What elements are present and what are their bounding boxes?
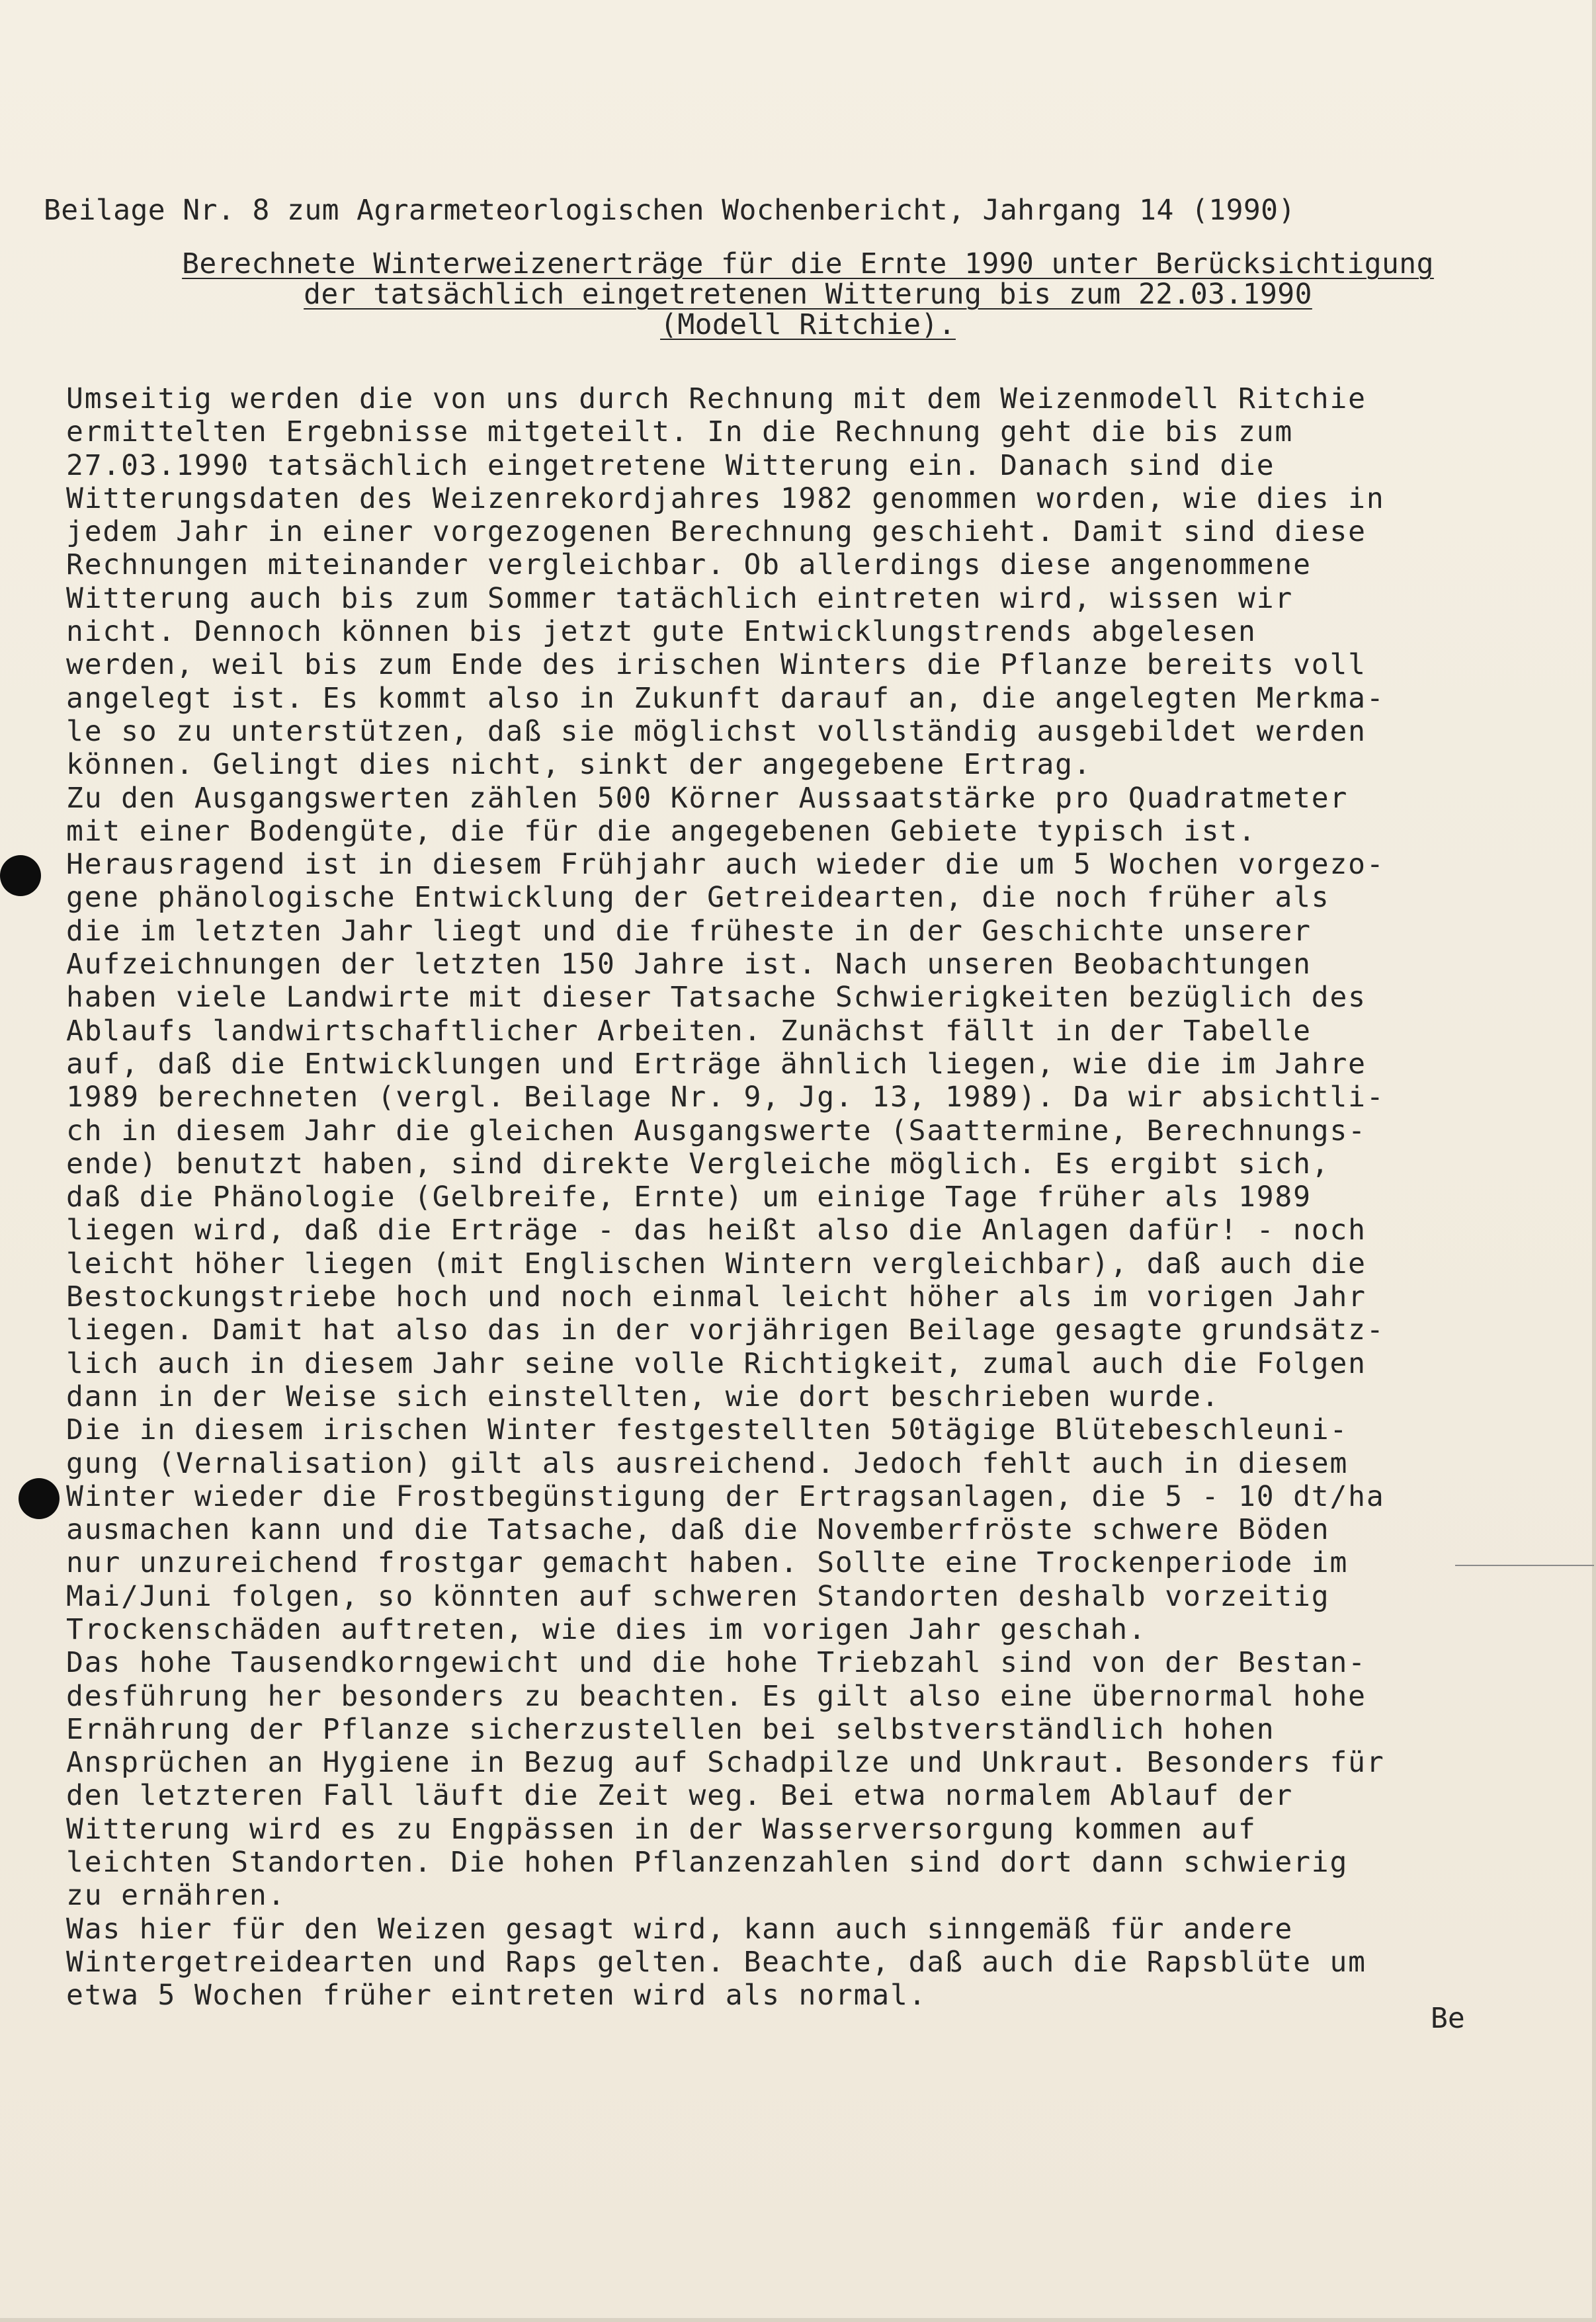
body-line: angelegt ist. Es kommt also in Zukunft darauf an, die angelegten Merkma- [66,681,1385,715]
body-line: 1989 berechneten (vergl. Beilage Nr. 9, Jg. 13, 1989). Da wir absichtli- [66,1081,1385,1114]
body-line: nicht. Dennoch können bis jetzt gute Entwicklungstrends abgelesen [66,615,1257,649]
document-title [0,249,1596,340]
body-line: zu ernähren. [66,1879,286,1913]
body-line: liegen. Damit hat also das in der vorjährigen Beilage gesagte grundsätz- [66,1313,1385,1347]
body-line: Das hohe Tausendkorngewicht und die hohe Triebzahl sind von der Bestan- [66,1646,1366,1680]
body-line: gene phänologische Entwicklung der Getreidearten, die noch früher als [66,881,1330,915]
body-line: Umseitig werden die von uns durch Rechnung mit dem Weizenmodell Ritchie [66,382,1366,415]
body-line: gung (Vernalisation) gilt als ausreichend. Jedoch fehlt auch in diesem [66,1446,1349,1480]
body-line: Ansprüchen an Hygiene in Bezug auf Schadpilze und Unkraut. Besonders für [66,1746,1385,1780]
title-line: der tatsächlich eingetretenen Witterung bis zum 22.03.1990 [304,278,1312,311]
body-line: le so zu unterstützen, daß sie möglichst vollständig ausgebildet werden [66,714,1366,748]
body-line: Winter wieder die Frostbegünstigung der Ertragsanlagen, die 5 - 10 dt/ha [66,1479,1385,1513]
body-line: ch in diesem Jahr die gleichen Ausgangswerte (Saattermine, Berechnungs- [66,1114,1366,1147]
body-line: können. Gelingt dies nicht, sinkt der angegebene Ertrag. [66,748,1092,782]
body-line: dann in der Weise sich einstellten, wie dort beschrieben wurde. [66,1380,1220,1413]
punch-hole-upper [0,855,41,896]
body-line: Zu den Ausgangswerten zählen 500 Körner Aussaatstärke pro Quadratmeter [66,781,1349,815]
body-line: Was hier für den Weizen gesagt wird, kann auch sinngemäß für andere [66,1912,1294,1946]
body-line: Aufzeichnungen der letzten 150 Jahre ist. Nach unseren Beobachtungen [66,948,1312,981]
body-line: Die in diesem irischen Winter festgestellten 50tägige Blütebeschleuni- [66,1413,1349,1447]
body-line: jedem Jahr in einer vorgezogenen Berechnung geschieht. Damit sind diese [66,515,1366,549]
page-edge-bottom [0,2318,1596,2322]
signature-initials: Be [1431,2002,1465,2035]
body-line: Bestockungstriebe hoch und noch einmal leicht höher als im vorigen Jahr [66,1280,1366,1314]
body-line: werden, weil bis zum Ende des irischen Winters die Pflanze bereits voll [66,648,1366,682]
body-line: Ablaufs landwirtschaftlicher Arbeiten. Zunächst fällt in der Tabelle [66,1014,1312,1048]
body-line: nur unzureichend frostgar gemacht haben. Sollte eine Trockenperiode im [66,1546,1349,1580]
body-line: Witterung auch bis zum Sommer tatächlich eintreten wird, wissen wir [66,581,1294,615]
body-line: Rechnungen miteinander vergleichbar. Ob allerdings diese angenommene [66,548,1312,582]
body-line: Ernährung der Pflanze sicherzustellen bei selbstverständlich hohen [66,1712,1275,1746]
body-line: Mai/Juni folgen, so könnten auf schweren Standorten deshalb vorzeitig [66,1579,1330,1613]
document-header: Beilage Nr. 8 zum Agrarmeteorlogischen Wochenbericht, Jahrgang 14 (1990) [44,194,1296,227]
body-line: desführung her besonders zu beachten. Es gilt also eine übernormal hohe [66,1679,1366,1713]
body-line: leicht höher liegen (mit Englischen Wintern vergleichbar), daß auch die [66,1247,1366,1280]
document-body [66,382,1521,2012]
body-line: den letzteren Fall läuft die Zeit weg. Bei etwa normalem Ablauf der [66,1779,1294,1813]
body-line: Witterung wird es zu Engpässen in der Wasserversorgung kommen auf [66,1812,1257,1846]
body-line: haben viele Landwirte mit dieser Tatsache Schwierigkeiten bezüglich des [66,981,1366,1015]
body-line: auf, daß die Entwicklungen und Erträge ähnlich liegen, wie die im Jahre [66,1047,1366,1081]
body-line: 27.03.1990 tatsächlich eingetretene Witterung ein. Danach sind die [66,448,1275,482]
body-line: Witterungsdaten des Weizenrekordjahres 1982 genommen worden, wie dies in [66,481,1385,515]
body-line: liegen wird, daß die Erträge - das heißt also die Anlagen dafür! - noch [66,1214,1366,1247]
body-line: Trockenschäden auftreten, wie dies im vorigen Jahr geschah. [66,1612,1147,1646]
page-edge-right [1592,0,1596,2322]
title-line: Berechnete Winterweizenerträge für die Ernte 1990 unter Berücksichtigung [182,247,1434,280]
title-line: (Modell Ritchie). [660,308,956,341]
body-line: Wintergetreidearten und Raps gelten. Beachte, daß auch die Rapsblüte um [66,1945,1366,1979]
punch-hole-lower [19,1478,60,1519]
body-line: die im letzten Jahr liegt und die früheste in der Geschichte unserer [66,914,1312,948]
body-line: ermittelten Ergebnisse mitgeteilt. In die Rechnung geht die bis zum [66,415,1294,449]
body-line: daß die Phänologie (Gelbreife, Ernte) um einige Tage früher als 1989 [66,1181,1312,1214]
body-line: mit einer Bodengüte, die für die angegebenen Gebiete typisch ist. [66,814,1257,848]
body-line: leichten Standorten. Die hohen Pflanzenzahlen sind dort dann schwierig [66,1846,1349,1880]
body-line: Herausragend ist in diesem Frühjahr auch wieder die um 5 Wochen vorgezo- [66,848,1385,882]
body-line: ende) benutzt haben, sind direkte Vergleiche möglich. Es ergibt sich, [66,1147,1330,1181]
body-line: etwa 5 Wochen früher eintreten wird als normal. [66,1979,927,2012]
body-line: lich auch in diesem Jahr seine volle Richtigkeit, zumal auch die Folgen [66,1347,1366,1380]
body-line: ausmachen kann und die Tatsache, daß die Novemberfröste schwere Böden [66,1513,1330,1547]
